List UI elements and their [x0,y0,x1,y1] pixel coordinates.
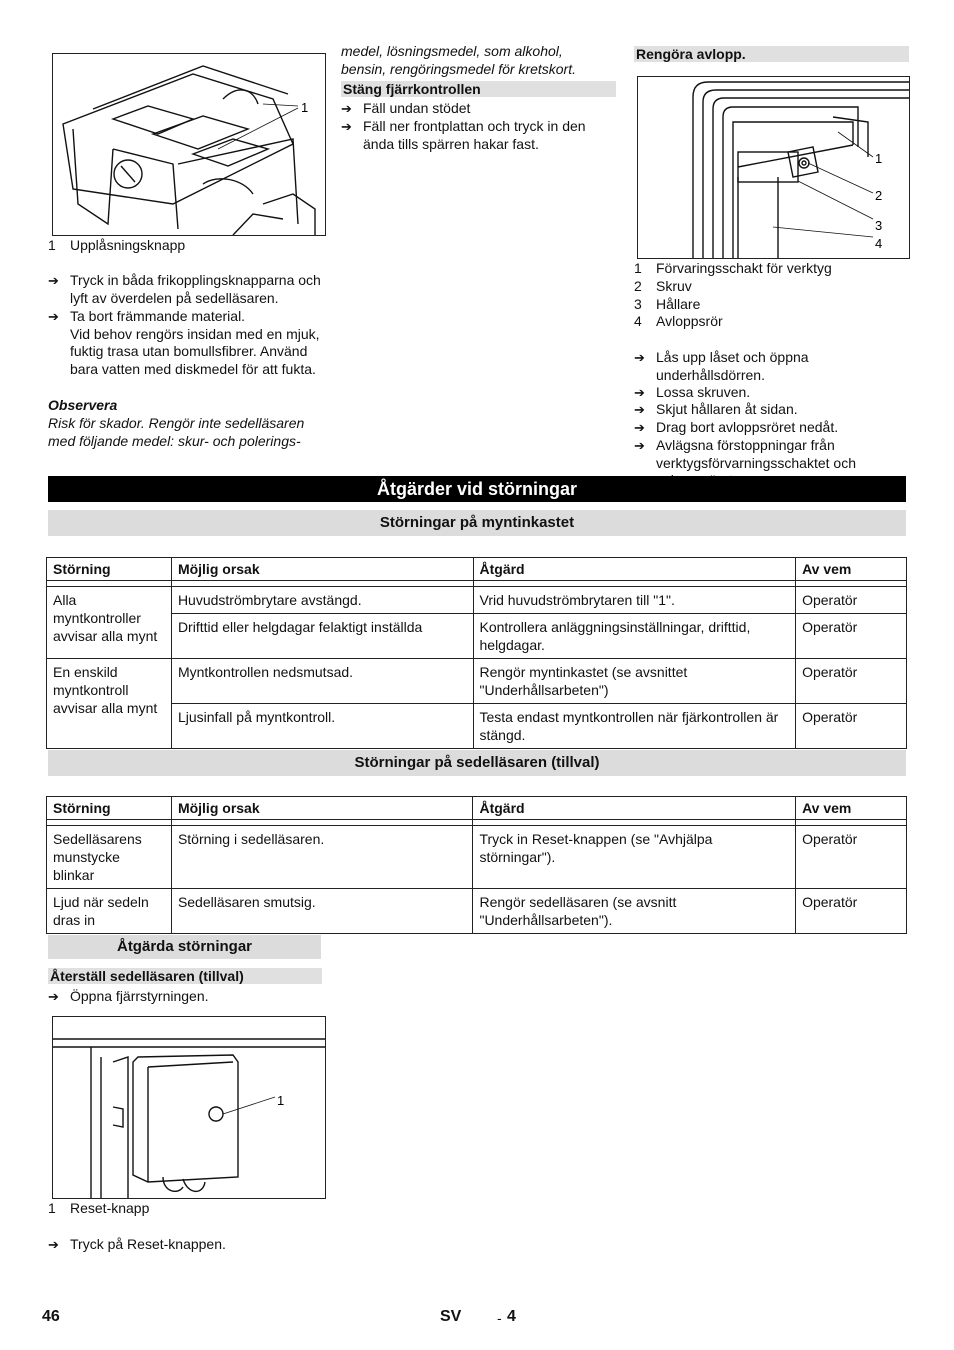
language-code: SV [440,1308,462,1325]
instruction-step [48,308,323,378]
table-row [47,614,907,659]
who-cell: Operatör [796,889,907,934]
figure-callout: 4 [875,236,883,251]
step-text: Öppna fjärrstyrningen. [70,988,209,1004]
figure-caption [634,260,832,278]
fault-cell: Ljud när sedeln dras in [47,889,172,934]
cause-cell: Störning i sedelläsaren. [171,826,473,889]
caption-number: 2 [634,278,642,294]
column-header: Av vem [796,797,907,820]
step-text: Drag bort avloppsröret nedåt. [656,419,839,435]
cause-cell: Ljusinfall på myntkontroll. [171,704,473,749]
step-text: Lås upp låset och öppna underhållsdörren. [656,349,809,383]
caption-number: 3 [634,296,642,312]
drain-illustration [638,77,909,258]
column-header: Störning [47,558,172,581]
caption-text: Avloppsrör [656,313,723,329]
action-cell: Testa endast myntkontrollen när fjärkontrollen är stängd. [473,704,796,749]
who-cell: Operatör [796,614,907,659]
figure-drain [637,76,910,259]
bill-fault-table [46,796,907,934]
fault-cell: Alla myntkontroller avvisar alla mynt [47,587,172,659]
arrow-icon: ➔ [48,1237,59,1252]
who-cell: Operatör [796,704,907,749]
column-header: Åtgärd [473,797,796,820]
arrow-icon: ➔ [48,989,59,1004]
figure-callout: 1 [875,151,883,166]
cause-cell: Sedelläsaren smutsig. [171,889,473,934]
arrow-icon: ➔ [341,119,352,134]
instruction-step [634,349,909,384]
column-header: Av vem [796,558,907,581]
who-cell: Operatör [796,659,907,704]
figure-callout: 1 [277,1093,285,1108]
arrow-icon: ➔ [48,273,59,288]
caption-text: Förvaringsschakt för verktyg [656,260,832,276]
step-text: Lossa skruven. [656,384,751,400]
figure-callout: 1 [301,100,309,115]
who-cell: Operatör [796,587,907,614]
caption-text: Reset-knapp [70,1200,150,1216]
table-header-row [47,797,907,820]
instruction-step [341,118,616,153]
figure-reset-button [52,1016,326,1199]
instruction-step [634,401,909,419]
instruction-step [341,100,616,118]
footer-section-number: 4 [507,1308,516,1325]
figure-callout: 2 [875,188,883,203]
caption-number: 1 [48,237,56,253]
footer-dash: - [497,1310,502,1326]
step-text: Skjut hållaren åt sidan. [656,401,798,417]
figure-caption [48,1200,149,1218]
action-cell: Kontrollera anläggningsinställningar, drifttid, helgdagar. [473,614,796,659]
coin-fault-table [46,557,907,749]
caption-number: 1 [634,260,642,276]
figure-caption [48,237,185,255]
instruction-step [48,1236,323,1254]
step-text: Fäll ner frontplattan och tryck in den ända tills spärren hakar fast. [363,118,586,152]
arrow-icon: ➔ [48,309,59,324]
instruction-step [634,419,909,437]
section-heading: Återställ sedelläsaren (tillval) [48,968,322,984]
coin-section-heading: Störningar på myntinkastet [48,510,906,536]
table-row [47,659,907,704]
table-row [47,587,907,614]
figure-bill-reader [52,53,326,236]
caption-number: 1 [48,1200,56,1216]
fault-cell: En enskild myntkontroll avvisar alla mynt [47,659,172,749]
caption-number: 4 [634,313,642,329]
reset-illustration [53,1017,325,1198]
instruction-step [634,384,909,402]
note-continuation: medel, lösningsmedel, som alkohol, bensin, rengöringsmedel för kretskort. [341,43,576,77]
table-row [47,889,907,934]
column-header: Möjlig orsak [171,558,473,581]
step-text: Tryck in båda frikopplingsknapparna och lyft av överdelen på sedelläsaren. [70,272,321,306]
column-header: Möjlig orsak [171,797,473,820]
figure-caption [634,278,692,296]
arrow-icon: ➔ [634,350,645,365]
caption-text: Hållare [656,296,701,312]
step-text: Fäll undan stödet [363,100,471,116]
note-title: Observera [48,397,118,413]
main-heading: Åtgärder vid störningar [48,476,906,502]
action-cell: Rengör myntinkastet (se avsnittet "Underhållsarbeten") [473,659,796,704]
table-header-row [47,558,907,581]
caption-text: Skruv [656,278,692,294]
cause-cell: Myntkontrollen nedsmutsad. [171,659,473,704]
arrow-icon: ➔ [634,385,645,400]
column-header: Störning [47,797,172,820]
table-row [47,704,907,749]
figure-caption [634,296,700,314]
arrow-icon: ➔ [341,101,352,116]
bill-section-heading: Störningar på sedelläsaren (tillval) [48,750,906,776]
who-cell: Operatör [796,826,907,889]
column-header: Åtgärd [473,558,796,581]
page-number: 46 [42,1308,60,1325]
action-cell: Tryck in Reset-knappen (se "Avhjälpa störningar"). [473,826,796,889]
figure-caption [634,313,723,331]
arrow-icon: ➔ [634,438,645,453]
section-heading: Rengöra avlopp. [634,46,909,62]
bill-reader-illustration [53,54,325,235]
step-text: Tryck på Reset-knappen. [70,1236,226,1252]
instruction-step [48,272,323,307]
instruction-step [48,988,323,1006]
arrow-icon: ➔ [634,402,645,417]
fault-cell: Sedelläsarens munstycke blinkar [47,826,172,889]
caption-text: Upplåsningsknapp [70,237,186,253]
note-text: Risk för skador. Rengör inte sedelläsaren med följande medel: skur- och polerings- [48,415,305,449]
fix-heading: Åtgärda störningar [48,935,321,959]
table-row [47,826,907,889]
action-cell: Rengör sedelläsaren (se avsnitt "Underhållsarbeten"). [473,889,796,934]
cause-cell: Drifttid eller helgdagar felaktigt inställda [171,614,473,659]
step-text: Ta bort främmande material. Vid behov rengörs insidan med en mjuk, fuktig trasa utan bomullsfibrer. Använd bara vatten med diskmedel för att fukta. [70,308,320,377]
arrow-icon: ➔ [634,420,645,435]
cause-cell: Huvudströmbrytare avstängd. [171,587,473,614]
figure-callout: 3 [875,218,883,233]
step-text: Avlägsna förstoppningar från verktygsförvarningsschaktet och [656,437,856,471]
action-cell: Vrid huvudströmbrytaren till "1". [473,587,796,614]
section-heading: Stäng fjärrkontrollen [341,81,616,97]
